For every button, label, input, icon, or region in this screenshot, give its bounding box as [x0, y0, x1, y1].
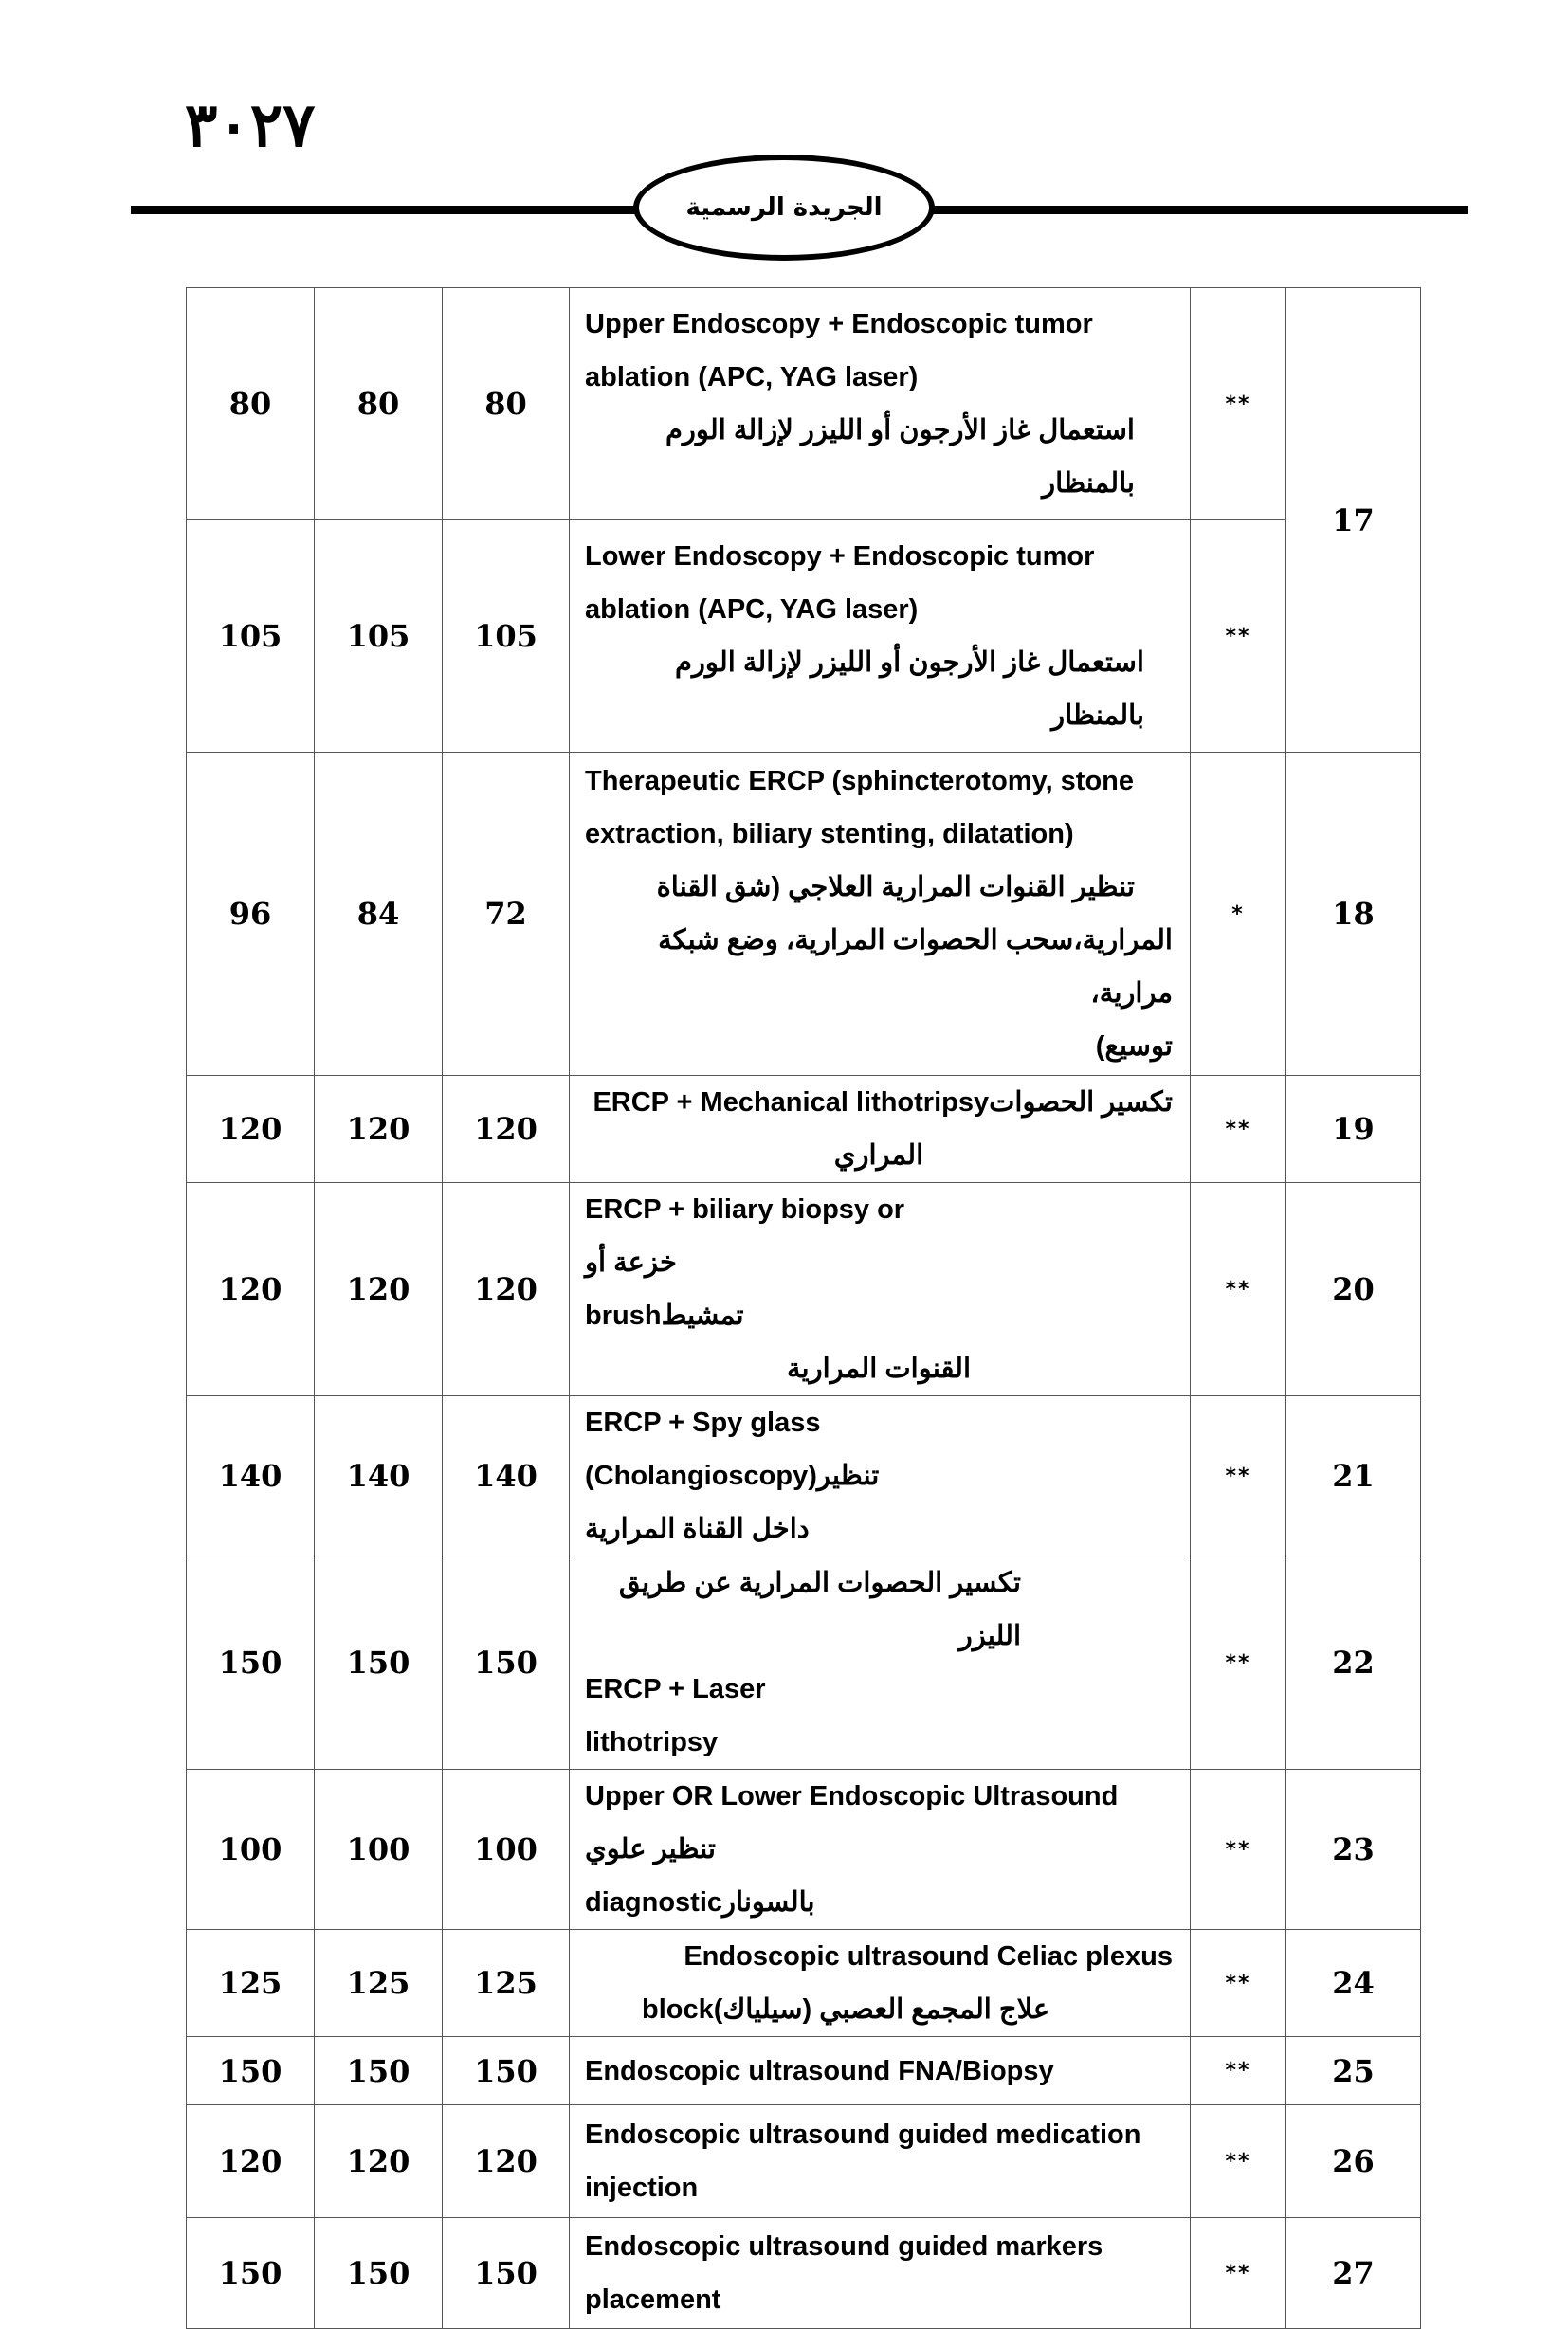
description-line: Therapeutic ERCP (sphincterotomy, stone	[585, 766, 1135, 796]
price-col-2: 140	[315, 1396, 443, 1556]
description-line-arabic: المرارية،سحب الحصوات المرارية، وضع شبكة مرارية،	[658, 925, 1173, 1009]
category-mark: **	[1191, 1930, 1286, 2037]
procedure-description	[570, 1183, 1191, 1396]
description-line-arabic: تكسير الحصوات المرارية عن طريق الليزر	[618, 1568, 1021, 1651]
table-row	[187, 1183, 1421, 1396]
price-col-1: 96	[187, 753, 315, 1076]
price-col-2: 84	[315, 753, 443, 1076]
price-col-2: 150	[315, 2218, 443, 2329]
item-number: 23	[1286, 1770, 1421, 1930]
price-col-2: 150	[315, 1556, 443, 1770]
description-line: placement	[585, 2284, 721, 2315]
item-number: 19	[1286, 1076, 1421, 1183]
description-line: Upper Endoscopy + Endoscopic tumor	[585, 309, 1093, 339]
table-row	[187, 520, 1421, 753]
price-col-3: 120	[443, 1076, 570, 1183]
category-mark: *	[1191, 753, 1286, 1076]
procedure-description	[570, 2105, 1191, 2218]
procedure-description	[570, 288, 1191, 520]
price-col-1: 150	[187, 1556, 315, 1770]
category-mark: **	[1191, 1396, 1286, 1556]
description-line: extraction, biliary stenting, dilatation)	[585, 819, 1074, 849]
price-col-3: 150	[443, 2218, 570, 2329]
page-number: ٣٠٢٧	[185, 90, 316, 161]
price-col-2: 120	[315, 1076, 443, 1183]
category-mark: **	[1191, 2218, 1286, 2329]
description-line-mixed: تكسير الحصواتERCP + Mechanical lithotripsy	[593, 1087, 1173, 1118]
price-col-1: 140	[187, 1396, 315, 1556]
price-col-1: 150	[187, 2218, 315, 2329]
item-number: 24	[1286, 1930, 1421, 2037]
price-col-1: 150	[187, 2037, 315, 2105]
description-line: lithotripsy	[585, 1727, 719, 1757]
table-row	[187, 2037, 1421, 2105]
fees-table	[186, 287, 1421, 2329]
procedure-description	[570, 1396, 1191, 1556]
description-line-mixed: علاج المجمع العصبي (سيلياك)block	[642, 1994, 1050, 2025]
masthead-title: الجريدة الرسمية	[685, 193, 883, 222]
table-row	[187, 288, 1421, 520]
procedure-description	[570, 1556, 1191, 1770]
procedure-description	[570, 753, 1191, 1076]
description-line-arabic: استعمال غاز الأرجون أو الليزر لإزالة الورم بالمنظار	[665, 415, 1135, 499]
item-number: 20	[1286, 1183, 1421, 1396]
description-line-arabic: توسيع)	[1095, 1031, 1173, 1062]
category-mark: **	[1191, 520, 1286, 753]
price-col-3: 120	[443, 2105, 570, 2218]
description-line: Endoscopic ultrasound guided markers	[585, 2231, 1103, 2262]
table-row	[187, 2105, 1421, 2218]
price-col-1: 120	[187, 1183, 315, 1396]
procedure-description	[570, 1770, 1191, 1930]
price-col-1: 125	[187, 1930, 315, 2037]
item-number: 22	[1286, 1556, 1421, 1770]
category-mark: **	[1191, 288, 1286, 520]
price-col-2: 120	[315, 2105, 443, 2218]
procedure-description	[570, 520, 1191, 753]
table-row	[187, 1076, 1421, 1183]
item-number: 21	[1286, 1396, 1421, 1556]
category-mark: **	[1191, 1556, 1286, 1770]
price-col-3: 80	[443, 288, 570, 520]
price-col-2: 125	[315, 1930, 443, 2037]
item-number: 27	[1286, 2218, 1421, 2329]
price-col-2: 150	[315, 2037, 443, 2105]
header-rule-left	[131, 206, 643, 214]
procedure-description	[570, 2218, 1191, 2329]
table-row	[187, 753, 1421, 1076]
header-rule-right	[927, 206, 1468, 214]
table-row	[187, 1396, 1421, 1556]
description-line: ablation (APC, YAG laser)	[585, 594, 919, 625]
price-col-1: 105	[187, 520, 315, 753]
description-line: ERCP + Spy glass	[585, 1408, 821, 1438]
description-line: ablation (APC, YAG laser)	[585, 362, 919, 392]
category-mark: **	[1191, 2037, 1286, 2105]
price-col-2: 120	[315, 1183, 443, 1396]
procedure-description	[570, 1930, 1191, 2037]
item-number: 17	[1286, 288, 1421, 753]
price-col-3: 150	[443, 2037, 570, 2105]
description-line-arabic: القنوات المرارية	[786, 1354, 972, 1384]
description-line-mixed: تنظير علوي بالسونارdiagnostic	[585, 1834, 815, 1918]
description-line-mixed: خزعة أو تمشيطbrush	[585, 1247, 744, 1331]
description-line: ERCP + Laser	[585, 1674, 766, 1704]
description-line: ERCP + biliary biopsy or	[585, 1194, 905, 1225]
price-col-1: 100	[187, 1770, 315, 1930]
category-mark: **	[1191, 1076, 1286, 1183]
description-line-arabic: داخل القناة المرارية	[585, 1514, 810, 1544]
item-number: 25	[1286, 2037, 1421, 2105]
procedure-description	[570, 1076, 1191, 1183]
price-col-1: 120	[187, 2105, 315, 2218]
description-line: Endoscopic ultrasound Celiac plexus	[684, 1941, 1173, 1972]
category-mark: **	[1191, 2105, 1286, 2218]
price-col-3: 100	[443, 1770, 570, 1930]
price-col-1: 120	[187, 1076, 315, 1183]
description-line: Endoscopic ultrasound guided medication	[585, 2120, 1141, 2150]
price-col-3: 140	[443, 1396, 570, 1556]
description-line-arabic: استعمال غاز الأرجون أو الليزر لإزالة الورم بالمنظار	[674, 647, 1144, 731]
price-col-3: 105	[443, 520, 570, 753]
description-line: Endoscopic ultrasound FNA/Biopsy	[585, 2055, 1054, 2086]
procedure-description	[570, 2037, 1191, 2105]
price-col-3: 125	[443, 1930, 570, 2037]
price-col-1: 80	[187, 288, 315, 520]
table-row	[187, 1770, 1421, 1930]
description-line-arabic: المراري	[833, 1140, 924, 1171]
price-col-2: 80	[315, 288, 443, 520]
price-col-2: 100	[315, 1770, 443, 1930]
category-mark: **	[1191, 1770, 1286, 1930]
table-row	[187, 2218, 1421, 2329]
price-col-3: 150	[443, 1556, 570, 1770]
price-col-3: 120	[443, 1183, 570, 1396]
item-number: 26	[1286, 2105, 1421, 2218]
description-line-arabic: تنظير القنوات المرارية العلاجي (شق القناة	[656, 872, 1135, 902]
price-col-3: 72	[443, 753, 570, 1076]
item-number: 18	[1286, 753, 1421, 1076]
price-col-2: 105	[315, 520, 443, 753]
table-row	[187, 1930, 1421, 2037]
table-row	[187, 1556, 1421, 1770]
description-line: Lower Endoscopy + Endoscopic tumor	[585, 541, 1095, 572]
description-line: injection	[585, 2173, 699, 2203]
description-line-mixed: تنظير(Cholangioscopy)	[585, 1461, 880, 1491]
category-mark: **	[1191, 1183, 1286, 1396]
masthead-oval	[633, 155, 935, 261]
description-line: Upper OR Lower Endoscopic Ultrasound	[585, 1781, 1119, 1811]
